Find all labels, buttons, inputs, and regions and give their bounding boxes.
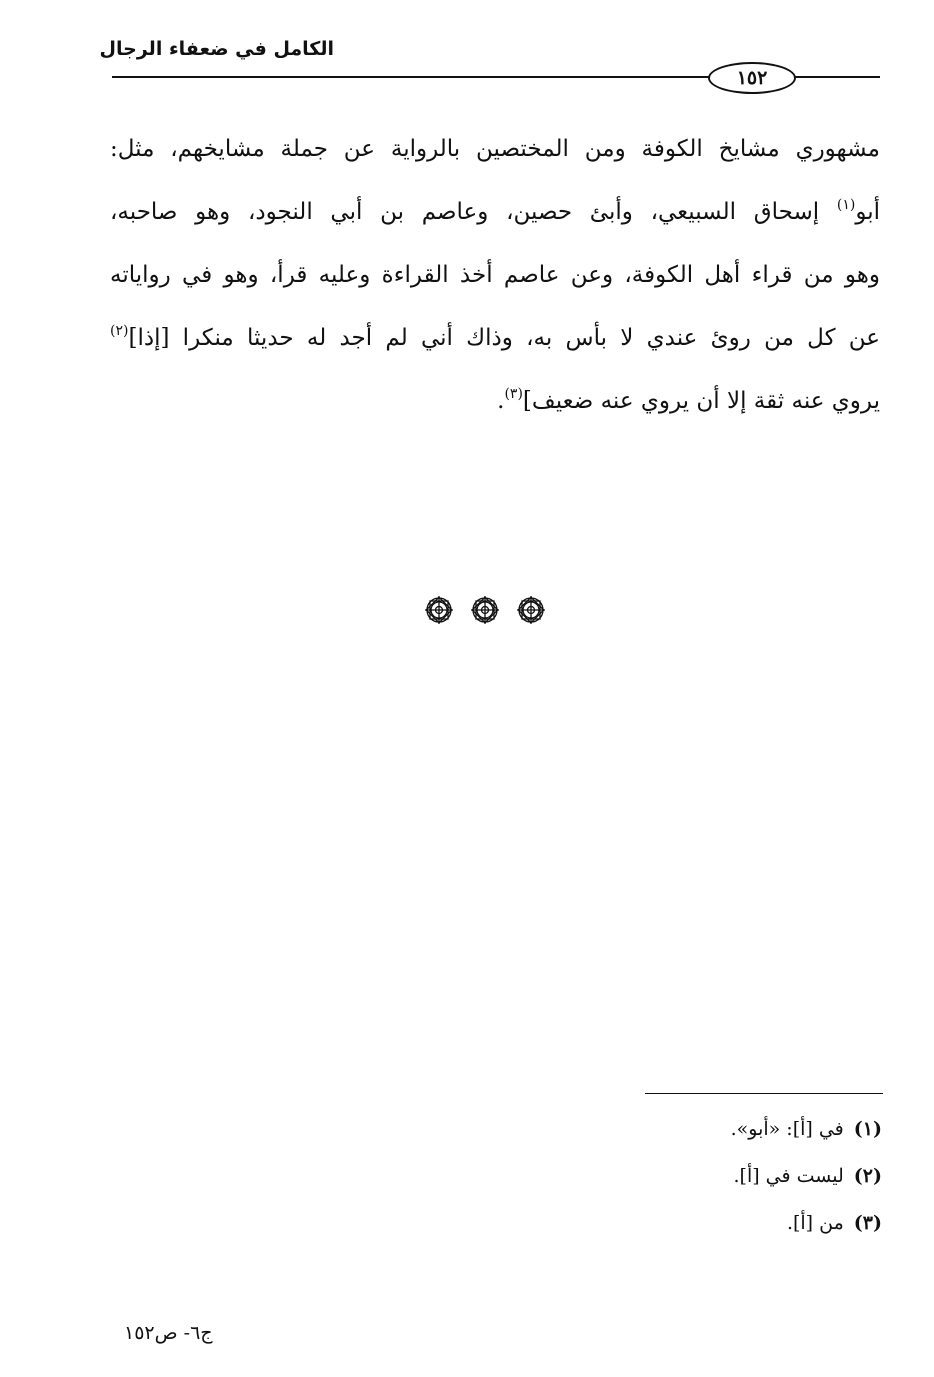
footnote-number: (٢): [853, 1165, 882, 1187]
rosette-icon: [470, 595, 500, 625]
text-line-2-start: أبو: [855, 199, 880, 225]
text-line-4-start: عن كل من روئ عندي لا بأس به، وذاك أني لم أجد له حديثا منكرا [إذا]: [128, 325, 880, 351]
footnote-ref-2[interactable]: (٢): [110, 323, 129, 339]
text-line-1: [110, 118, 880, 181]
footnote-3: [731, 1200, 882, 1247]
footnote-separator: [645, 1093, 883, 1094]
text-line-1-content: مشهوري مشايخ الكوفة ومن المختصين بالرواية عن جملة مشايخهم، مثل:: [110, 136, 880, 162]
rosette-icon: [516, 595, 546, 625]
text-line-3-content: وهو من قراء أهل الكوفة، وعن عاصم أخذ القراءة وعليه قرأ، وهو في رواياته: [110, 262, 880, 288]
footnote-text: ليست في [أ].: [733, 1165, 844, 1187]
page-reference: ج٦- ص١٥٢: [124, 1322, 213, 1344]
text-line-5-rest: .: [497, 388, 505, 414]
footnote-1: [731, 1106, 882, 1153]
footnote-ref-3[interactable]: (٣): [504, 386, 523, 402]
footnote-number: (١): [853, 1118, 882, 1140]
footnote-ref-1[interactable]: (١): [836, 197, 856, 213]
footnote-text: من [أ].: [786, 1212, 844, 1234]
footnote-2: [731, 1153, 882, 1200]
text-line-2: [110, 181, 880, 244]
book-title: الكامل في ضعفاء الرجال: [99, 38, 334, 60]
text-line-4: [110, 307, 880, 370]
footnote-text: في [أ]: «أبو».: [730, 1118, 844, 1140]
section-ornament: [424, 594, 546, 626]
main-text: [110, 118, 880, 433]
page-number-badge: ١٥٢: [708, 62, 796, 94]
text-line-2-rest: إسحاق السبيعي، وأبئ حصين، وعاصم بن أبي النجود، وهو صاحبه،: [110, 199, 837, 225]
text-line-3: [110, 244, 880, 307]
rosette-icon: [424, 595, 454, 625]
text-line-5-start: يروي عنه ثقة إلا أن يروي عنه ضعيف]: [522, 388, 880, 414]
text-line-5: [110, 370, 880, 433]
footnotes: [731, 1106, 882, 1247]
footnote-number: (٣): [853, 1212, 882, 1234]
